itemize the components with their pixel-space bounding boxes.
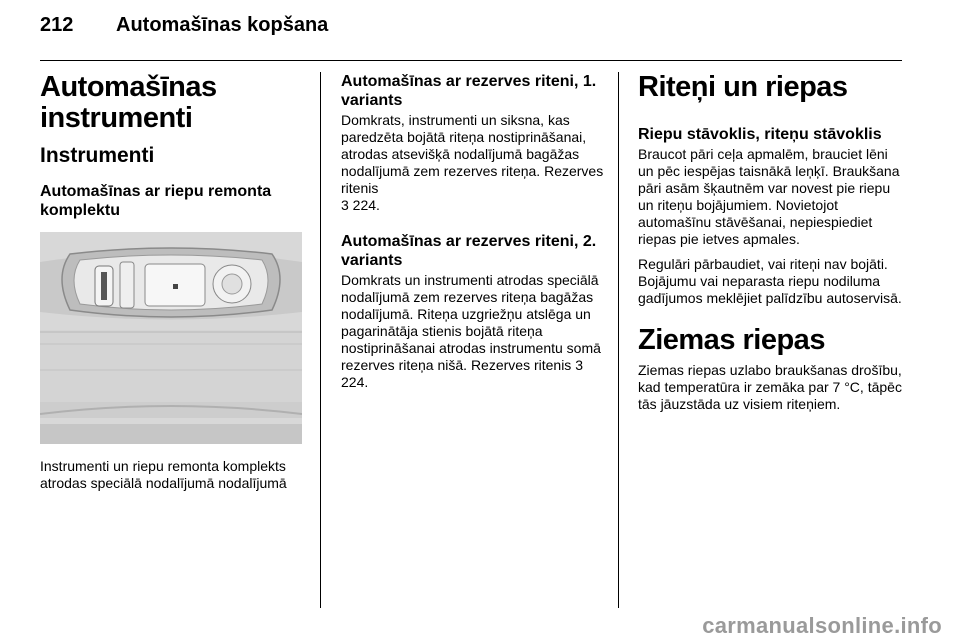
spare-wheel-reference-link[interactable]: 3 224. [341, 197, 380, 213]
subheading-repair-kit: Automašīnas ar riepu remonta komplektu [40, 183, 272, 219]
header-rule [40, 60, 902, 61]
subheading-spare-wheel-variant-1: Automašīnas ar rezerves riteni, 1. variants [341, 73, 597, 109]
section-title: Automašīnas kopšana [116, 14, 329, 36]
column-2 [341, 72, 611, 399]
section-title-wheels-tyres: Riteņi un riepas [638, 71, 848, 103]
column-1 [40, 72, 302, 500]
paragraph-variant-1-text: Domkrats, instrumenti un siksna, kas paredzēta bojātā riteņa nostiprināšanai, atrodas atsevišķā nodalījumā bagāžas nodalījumā zem rezerves riteņa. Rezerves ritenis [341, 112, 604, 196]
subheading-spare-wheel-variant-2: Automašīnas ar rezerves riteni, 2. variants [341, 233, 597, 269]
column-3 [638, 72, 903, 421]
trunk-floor-illustration [40, 232, 302, 444]
trunk-floor-figure [40, 232, 302, 444]
chapter-title: Automašīnas instrumenti [40, 71, 217, 134]
page-header [40, 14, 328, 37]
page-number: 212 [40, 14, 74, 36]
section-title-winter-tyres: Ziemas riepas [638, 324, 825, 356]
paragraph-tyre-condition-2: Regulāri pārbaudiet, vai riteņi nav bojāti. Bojājumu vai neparasta riepu nodiluma gadījumos meklējiet palīdzību autoservisā. [638, 256, 902, 306]
section-heading-instrumenti: Instrumenti [40, 144, 155, 167]
column-divider-1 [320, 72, 321, 608]
paragraph-winter-tyres: Ziemas riepas uzlabo braukšanas drošību, kad temperatūra ir zemāka par 7 °C, tāpēc tās jāuzstāda uz visiem riteņiem. [638, 362, 902, 412]
paragraph-variant-2: Domkrats un instrumenti atrodas speciālā nodalījumā zem rezerves riteņa bagāžas nodalījumā. Riteņa uzgriežņu atslēga un pagarinātāja stienis bojātā riteņa nostiprināšanai atrodas instrumentu somā rezerves riteņa nišā. Rezerves ritenis 3 224. [341, 272, 601, 390]
site-watermark: carmanualsonline.info [702, 613, 942, 638]
column-divider-2 [618, 72, 619, 608]
figure-caption: Instrumenti un riepu remonta komplekts atrodas speciālā nodalījumā nodalījumā [40, 458, 287, 491]
paragraph-tyre-condition-1: Braucot pāri ceļa apmalēm, brauciet lēni un pēc iespējas taisnākā leņķī. Braukšana pāri asām šķautnēm var novest pie riepu un riteņu bojājumiem. Novietojot automašīnu stāvēšanai, nepiespiediet riepas pie ietves apmales. [638, 146, 900, 247]
paragraph-variant-1 [341, 112, 611, 214]
subheading-tyre-condition: Riepu stāvoklis, riteņu stāvoklis [638, 126, 882, 143]
